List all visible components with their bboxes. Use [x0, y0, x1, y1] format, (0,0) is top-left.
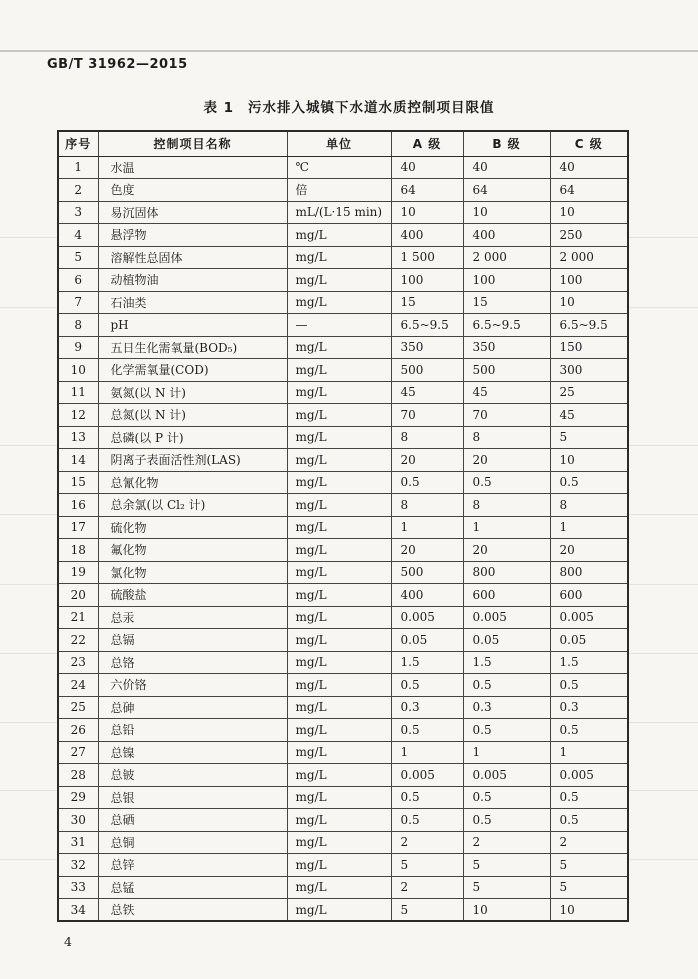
cell-grade-b: 70: [463, 404, 550, 427]
cell-unit: ℃: [287, 156, 391, 179]
cell-index: 3: [58, 201, 98, 224]
cell-grade-a: 0.05: [391, 629, 463, 652]
cell-grade-c: 2 000: [550, 246, 628, 269]
table-caption-label: 表 1: [203, 100, 235, 116]
cell-grade-c: 0.5: [550, 786, 628, 809]
cell-grade-b: 8: [463, 426, 550, 449]
cell-name: 总汞: [98, 606, 287, 629]
cell-unit: mg/L: [287, 381, 391, 404]
cell-name: 色度: [98, 179, 287, 202]
cell-unit: mg/L: [287, 606, 391, 629]
cell-index: 34: [58, 899, 98, 922]
cell-grade-b: 0.3: [463, 696, 550, 719]
cell-grade-c: 0.005: [550, 764, 628, 787]
column-header-index: 序号: [58, 131, 98, 156]
cell-grade-a: 0.005: [391, 606, 463, 629]
table-row: [58, 516, 628, 539]
cell-unit: mg/L: [287, 426, 391, 449]
cell-index: 12: [58, 404, 98, 427]
cell-grade-c: 0.5: [550, 674, 628, 697]
cell-unit: mg/L: [287, 449, 391, 472]
cell-grade-a: 0.5: [391, 809, 463, 832]
table-row: [58, 404, 628, 427]
cell-grade-b: 2: [463, 831, 550, 854]
cell-name: 动植物油: [98, 269, 287, 292]
cell-grade-b: 5: [463, 854, 550, 877]
cell-grade-b: 600: [463, 584, 550, 607]
cell-grade-c: 0.05: [550, 629, 628, 652]
cell-index: 8: [58, 314, 98, 337]
cell-grade-c: 64: [550, 179, 628, 202]
table-row: [58, 561, 628, 584]
cell-grade-a: 350: [391, 336, 463, 359]
cell-grade-a: 8: [391, 426, 463, 449]
cell-index: 21: [58, 606, 98, 629]
cell-unit: mg/L: [287, 809, 391, 832]
cell-index: 6: [58, 269, 98, 292]
cell-index: 18: [58, 539, 98, 562]
cell-index: 4: [58, 224, 98, 247]
cell-index: 32: [58, 854, 98, 877]
cell-unit: mg/L: [287, 876, 391, 899]
cell-name: 阴离子表面活性剂(LAS): [98, 449, 287, 472]
cell-index: 9: [58, 336, 98, 359]
cell-name: 总硒: [98, 809, 287, 832]
cell-name: 总砷: [98, 696, 287, 719]
cell-index: 19: [58, 561, 98, 584]
table-row: [58, 494, 628, 517]
cell-grade-a: 100: [391, 269, 463, 292]
cell-index: 17: [58, 516, 98, 539]
cell-grade-b: 64: [463, 179, 550, 202]
cell-unit: mg/L: [287, 741, 391, 764]
cell-unit: mg/L: [287, 246, 391, 269]
cell-index: 10: [58, 359, 98, 382]
table-row: [58, 584, 628, 607]
cell-unit: mg/L: [287, 854, 391, 877]
cell-grade-b: 0.5: [463, 786, 550, 809]
cell-index: 30: [58, 809, 98, 832]
water-quality-limits-table: [57, 130, 629, 922]
cell-name: 总铍: [98, 764, 287, 787]
cell-name: 总镉: [98, 629, 287, 652]
cell-grade-b: 0.05: [463, 629, 550, 652]
cell-index: 1: [58, 156, 98, 179]
cell-name: 硫化物: [98, 516, 287, 539]
cell-grade-b: 5: [463, 876, 550, 899]
cell-grade-a: 5: [391, 854, 463, 877]
cell-index: 20: [58, 584, 98, 607]
standard-number: GB/T 31962—2015: [47, 57, 188, 72]
cell-unit: mg/L: [287, 786, 391, 809]
cell-grade-b: 0.5: [463, 471, 550, 494]
table-row: [58, 471, 628, 494]
cell-name: 总氮(以 N 计): [98, 404, 287, 427]
cell-index: 29: [58, 786, 98, 809]
cell-grade-a: 400: [391, 584, 463, 607]
cell-grade-b: 1: [463, 741, 550, 764]
cell-grade-a: 2: [391, 876, 463, 899]
cell-name: 五日生化需氧量(BOD₅): [98, 336, 287, 359]
cell-grade-a: 0.5: [391, 719, 463, 742]
cell-unit: mg/L: [287, 336, 391, 359]
cell-grade-a: 1.5: [391, 651, 463, 674]
cell-grade-c: 0.5: [550, 719, 628, 742]
cell-name: 总镍: [98, 741, 287, 764]
cell-unit: —: [287, 314, 391, 337]
cell-grade-b: 40: [463, 156, 550, 179]
cell-grade-a: 500: [391, 561, 463, 584]
cell-grade-a: 20: [391, 449, 463, 472]
cell-grade-c: 20: [550, 539, 628, 562]
cell-index: 7: [58, 291, 98, 314]
cell-grade-b: 100: [463, 269, 550, 292]
cell-grade-b: 400: [463, 224, 550, 247]
cell-unit: 倍: [287, 179, 391, 202]
cell-index: 5: [58, 246, 98, 269]
table-row: [58, 179, 628, 202]
cell-grade-c: 1: [550, 741, 628, 764]
cell-unit: mg/L: [287, 471, 391, 494]
cell-grade-a: 64: [391, 179, 463, 202]
cell-grade-c: 5: [550, 854, 628, 877]
table-row: [58, 674, 628, 697]
cell-index: 2: [58, 179, 98, 202]
cell-index: 16: [58, 494, 98, 517]
column-header-grade-c: C 级: [550, 131, 628, 156]
table-row: [58, 809, 628, 832]
cell-name: 氯化物: [98, 561, 287, 584]
cell-unit: mg/L: [287, 584, 391, 607]
cell-name: 总铜: [98, 831, 287, 854]
cell-grade-a: 8: [391, 494, 463, 517]
cell-index: 15: [58, 471, 98, 494]
cell-unit: mg/L: [287, 224, 391, 247]
cell-grade-a: 20: [391, 539, 463, 562]
table-header-row: [58, 131, 628, 156]
cell-index: 13: [58, 426, 98, 449]
cell-name: 化学需氧量(COD): [98, 359, 287, 382]
cell-grade-c: 0.5: [550, 809, 628, 832]
cell-grade-b: 800: [463, 561, 550, 584]
cell-name: 溶解性总固体: [98, 246, 287, 269]
cell-name: 总氰化物: [98, 471, 287, 494]
table-row: [58, 381, 628, 404]
cell-grade-b: 20: [463, 449, 550, 472]
cell-grade-c: 40: [550, 156, 628, 179]
scan-artifact-line: [0, 50, 698, 52]
table-row: [58, 449, 628, 472]
table-row: [58, 719, 628, 742]
cell-grade-b: 0.5: [463, 719, 550, 742]
cell-grade-c: 6.5~9.5: [550, 314, 628, 337]
cell-grade-b: 45: [463, 381, 550, 404]
cell-grade-b: 500: [463, 359, 550, 382]
cell-grade-b: 0.5: [463, 674, 550, 697]
cell-grade-c: 10: [550, 899, 628, 922]
cell-grade-c: 100: [550, 269, 628, 292]
cell-index: 25: [58, 696, 98, 719]
cell-grade-c: 0.3: [550, 696, 628, 719]
cell-unit: mg/L: [287, 674, 391, 697]
cell-name: 总银: [98, 786, 287, 809]
cell-grade-a: 45: [391, 381, 463, 404]
cell-grade-c: 45: [550, 404, 628, 427]
cell-grade-a: 500: [391, 359, 463, 382]
column-header-unit: 单位: [287, 131, 391, 156]
cell-grade-a: 0.5: [391, 786, 463, 809]
table-row: [58, 899, 628, 922]
table-row: [58, 539, 628, 562]
cell-grade-c: 1: [550, 516, 628, 539]
cell-index: 31: [58, 831, 98, 854]
table-row: [58, 854, 628, 877]
cell-grade-a: 0.5: [391, 471, 463, 494]
cell-grade-b: 6.5~9.5: [463, 314, 550, 337]
cell-grade-a: 5: [391, 899, 463, 922]
cell-name: 总铁: [98, 899, 287, 922]
cell-unit: mg/L: [287, 629, 391, 652]
cell-unit: mg/L: [287, 899, 391, 922]
cell-grade-b: 1.5: [463, 651, 550, 674]
cell-grade-b: 15: [463, 291, 550, 314]
cell-name: 总余氯(以 Cl₂ 计): [98, 494, 287, 517]
cell-grade-a: 0.005: [391, 764, 463, 787]
cell-unit: mg/L: [287, 696, 391, 719]
cell-grade-a: 70: [391, 404, 463, 427]
cell-name: 石油类: [98, 291, 287, 314]
cell-unit: mg/L: [287, 651, 391, 674]
table-row: [58, 314, 628, 337]
cell-unit: mL/(L·15 min): [287, 201, 391, 224]
cell-grade-b: 0.005: [463, 606, 550, 629]
cell-index: 28: [58, 764, 98, 787]
cell-name: 总铅: [98, 719, 287, 742]
cell-grade-a: 10: [391, 201, 463, 224]
cell-grade-b: 20: [463, 539, 550, 562]
cell-unit: mg/L: [287, 404, 391, 427]
cell-grade-b: 1: [463, 516, 550, 539]
cell-grade-c: 1.5: [550, 651, 628, 674]
table-row: [58, 426, 628, 449]
cell-grade-c: 5: [550, 426, 628, 449]
table-row: [58, 291, 628, 314]
table-row: [58, 629, 628, 652]
cell-name: 总锰: [98, 876, 287, 899]
cell-grade-a: 400: [391, 224, 463, 247]
table-caption: [0, 96, 698, 116]
cell-grade-b: 10: [463, 899, 550, 922]
cell-unit: mg/L: [287, 359, 391, 382]
table-row: [58, 269, 628, 292]
cell-unit: mg/L: [287, 831, 391, 854]
cell-index: 23: [58, 651, 98, 674]
cell-grade-c: 0.5: [550, 471, 628, 494]
table-header: [58, 131, 628, 156]
cell-name: 氟化物: [98, 539, 287, 562]
table-row: [58, 359, 628, 382]
cell-grade-a: 0.3: [391, 696, 463, 719]
cell-name: 水温: [98, 156, 287, 179]
cell-grade-a: 1: [391, 516, 463, 539]
cell-index: 27: [58, 741, 98, 764]
cell-name: 悬浮物: [98, 224, 287, 247]
cell-grade-b: 8: [463, 494, 550, 517]
cell-name: 易沉固体: [98, 201, 287, 224]
cell-index: 24: [58, 674, 98, 697]
table-row: [58, 741, 628, 764]
cell-grade-a: 0.5: [391, 674, 463, 697]
cell-grade-c: 10: [550, 201, 628, 224]
table-row: [58, 651, 628, 674]
table-body: [58, 156, 628, 921]
cell-grade-c: 300: [550, 359, 628, 382]
cell-grade-c: 5: [550, 876, 628, 899]
cell-grade-a: 40: [391, 156, 463, 179]
cell-index: 22: [58, 629, 98, 652]
cell-grade-c: 8: [550, 494, 628, 517]
column-header-name: 控制项目名称: [98, 131, 287, 156]
cell-unit: mg/L: [287, 539, 391, 562]
table-caption-title: 污水排入城镇下水道水质控制项目限值: [248, 100, 495, 116]
cell-index: 26: [58, 719, 98, 742]
cell-grade-c: 600: [550, 584, 628, 607]
table-row: [58, 336, 628, 359]
table-row: [58, 831, 628, 854]
cell-grade-c: 800: [550, 561, 628, 584]
cell-name: 氨氮(以 N 计): [98, 381, 287, 404]
column-header-grade-a: A 级: [391, 131, 463, 156]
cell-grade-c: 2: [550, 831, 628, 854]
column-header-grade-b: B 级: [463, 131, 550, 156]
cell-grade-a: 2: [391, 831, 463, 854]
table-row: [58, 224, 628, 247]
cell-grade-a: 6.5~9.5: [391, 314, 463, 337]
table-row: [58, 786, 628, 809]
cell-grade-b: 10: [463, 201, 550, 224]
cell-grade-c: 250: [550, 224, 628, 247]
page-number: 4: [64, 934, 72, 949]
cell-grade-c: 0.005: [550, 606, 628, 629]
cell-name: pH: [98, 314, 287, 337]
table-row: [58, 876, 628, 899]
cell-unit: mg/L: [287, 269, 391, 292]
cell-name: 总铬: [98, 651, 287, 674]
cell-index: 11: [58, 381, 98, 404]
table-row: [58, 606, 628, 629]
cell-grade-b: 0.5: [463, 809, 550, 832]
cell-grade-c: 150: [550, 336, 628, 359]
cell-grade-c: 25: [550, 381, 628, 404]
cell-grade-b: 2 000: [463, 246, 550, 269]
cell-grade-c: 10: [550, 291, 628, 314]
table-row: [58, 764, 628, 787]
cell-unit: mg/L: [287, 561, 391, 584]
cell-grade-a: 1 500: [391, 246, 463, 269]
cell-grade-a: 1: [391, 741, 463, 764]
table-row: [58, 696, 628, 719]
table-row: [58, 201, 628, 224]
cell-unit: mg/L: [287, 764, 391, 787]
cell-name: 六价铬: [98, 674, 287, 697]
table-row: [58, 246, 628, 269]
cell-grade-a: 15: [391, 291, 463, 314]
cell-name: 总锌: [98, 854, 287, 877]
cell-unit: mg/L: [287, 291, 391, 314]
cell-unit: mg/L: [287, 719, 391, 742]
cell-name: 总磷(以 P 计): [98, 426, 287, 449]
cell-unit: mg/L: [287, 516, 391, 539]
cell-index: 33: [58, 876, 98, 899]
cell-grade-b: 0.005: [463, 764, 550, 787]
table-row: [58, 156, 628, 179]
cell-name: 硫酸盐: [98, 584, 287, 607]
cell-grade-b: 350: [463, 336, 550, 359]
cell-grade-c: 10: [550, 449, 628, 472]
cell-index: 14: [58, 449, 98, 472]
cell-unit: mg/L: [287, 494, 391, 517]
